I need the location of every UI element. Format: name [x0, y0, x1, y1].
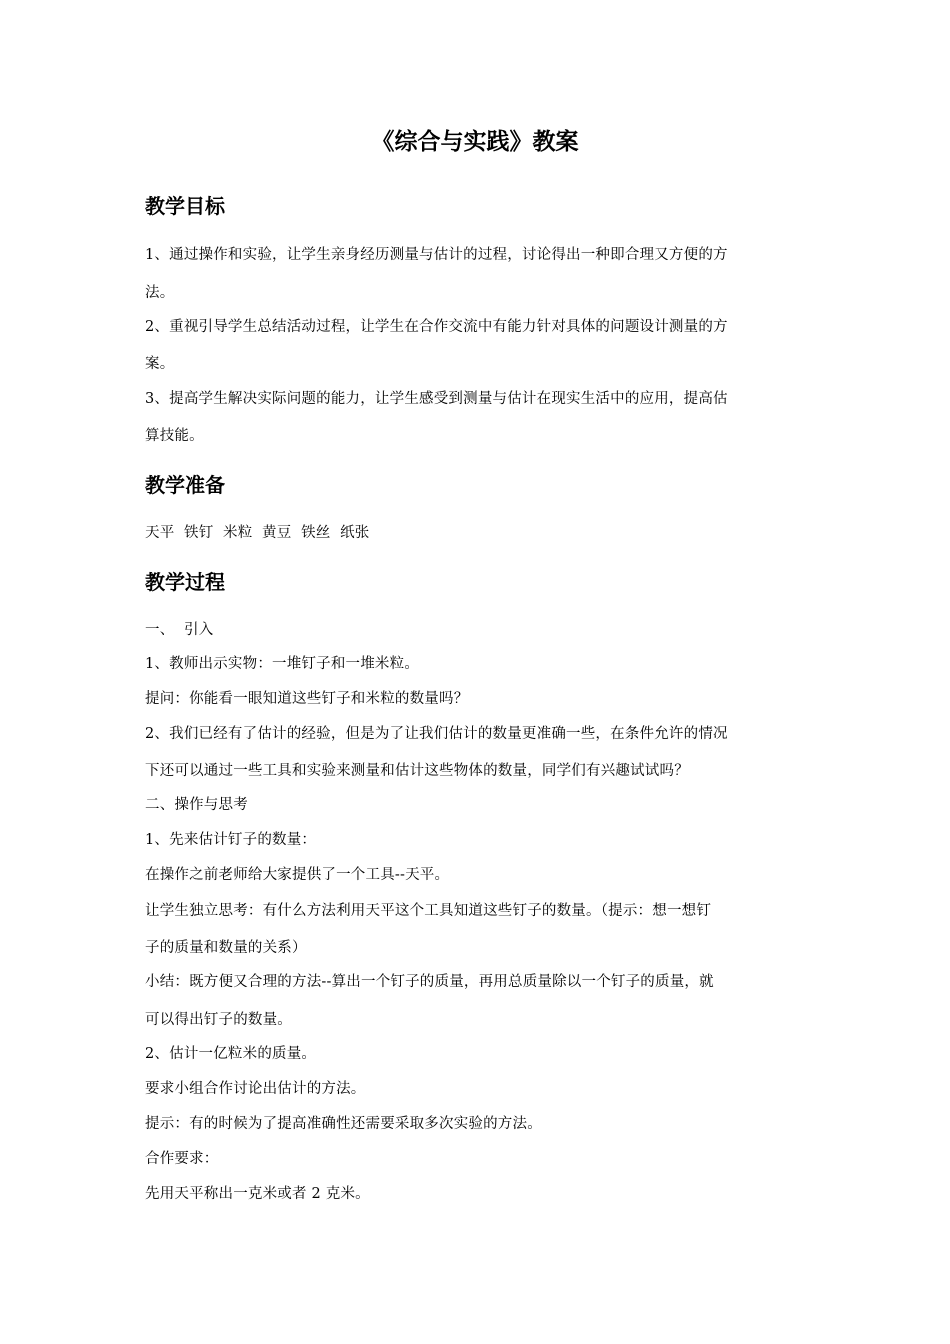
process-line: 子的质量和数量的关系） [145, 940, 307, 956]
process-line: 先用天平称出一克米或者 2 克米。 [145, 1186, 370, 1202]
process-line: 一、 引入 [145, 622, 214, 638]
process-line: 1、先来估计钉子的数量： [145, 832, 317, 848]
objective-line: 2、重视引导学生总结活动过程，让学生在合作交流中有能力针对具体的问题设计测量的方 [145, 319, 728, 335]
process-line: 合作要求： [145, 1151, 219, 1167]
process-line: 让学生独立思考：有什么方法利用天平这个工具知道这些钉子的数量。（提示：想一想钉 [145, 903, 712, 919]
process-line: 要求小组合作讨论出估计的方法。 [145, 1081, 366, 1097]
section-heading-preparation: 教学准备 [145, 473, 225, 497]
process-line: 2、我们已经有了估计的经验，但是为了让我们估计的数量更准确一些，在条件允许的情况 [145, 726, 728, 742]
materials-list: 天平 铁钉 米粒 黄豆 铁丝 纸张 [145, 525, 370, 541]
process-line: 在操作之前老师给大家提供了一个工具--天平。 [145, 867, 450, 883]
process-line: 下还可以通过一些工具和实验来测量和估计这些物体的数量，同学们有兴趣试试吗？ [145, 763, 689, 779]
process-line: 二、操作与思考 [145, 797, 248, 813]
objective-line: 3、提高学生解决实际问题的能力，让学生感受到测量与估计在现实生活中的应用，提高估 [145, 391, 728, 407]
section-heading-process: 教学过程 [145, 570, 225, 594]
process-line: 小结：既方便又合理的方法--算出一个钉子的质量，再用总质量除以一个钉子的质量，就 [145, 974, 714, 990]
objective-line: 法。 [145, 285, 175, 301]
process-line: 提示：有的时候为了提高准确性还需要采取多次实验的方法。 [145, 1116, 542, 1132]
process-line: 1、教师出示实物：一堆钉子和一堆米粒。 [145, 656, 420, 672]
objective-line: 算技能。 [145, 428, 204, 444]
objective-line: 案。 [145, 356, 175, 372]
process-line: 可以得出钉子的数量。 [145, 1012, 292, 1028]
objective-line: 1、通过操作和实验，让学生亲身经历测量与估计的过程，讨论得出一种即合理又方便的方 [145, 247, 728, 263]
process-line: 提问：你能看一眼知道这些钉子和米粒的数量吗？ [145, 691, 469, 707]
process-line: 2、估计一亿粒米的质量。 [145, 1046, 317, 1062]
section-heading-objectives: 教学目标 [145, 194, 225, 218]
document-title: 《综合与实践》教案 [371, 129, 579, 155]
